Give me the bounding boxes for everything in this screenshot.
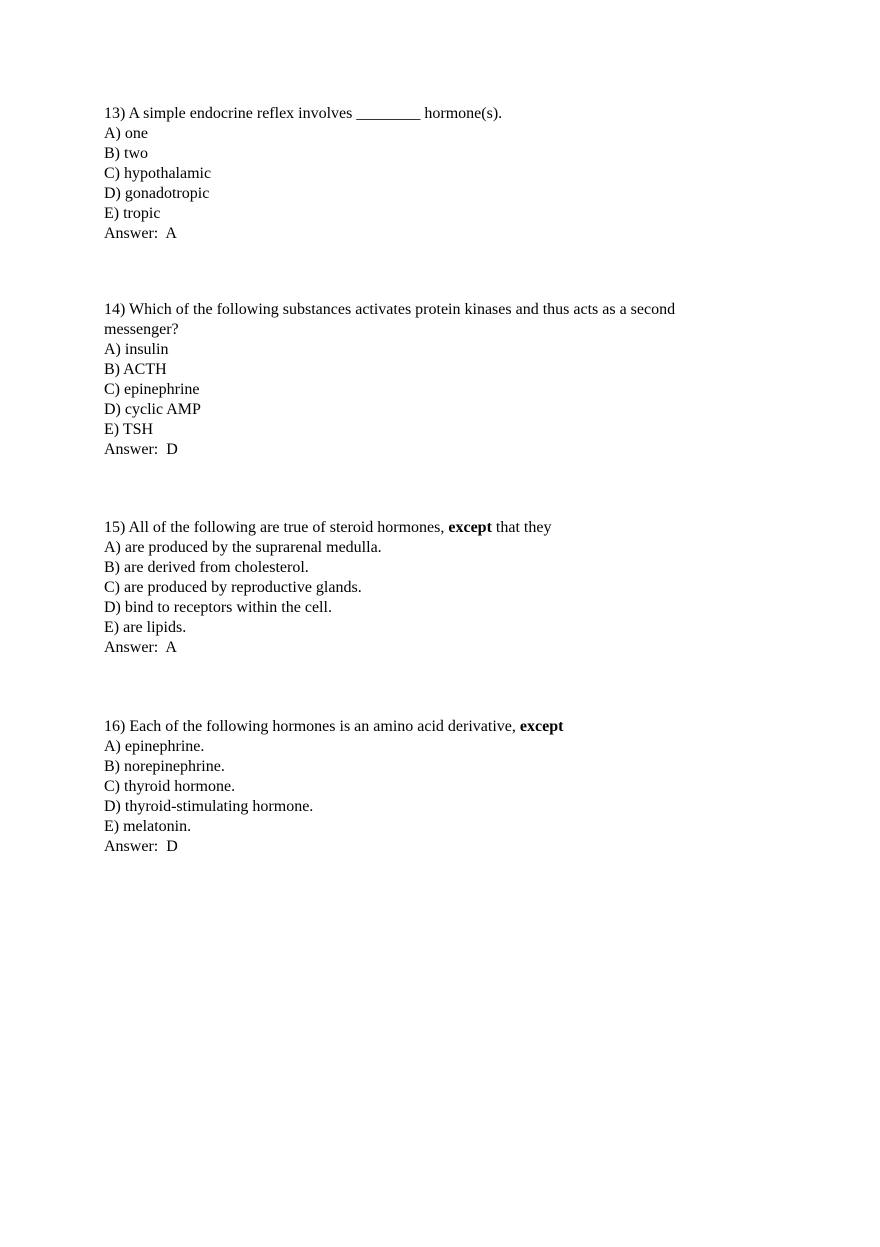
- question-stem: [104, 717, 744, 737]
- option-c: C) thyroid hormone.: [104, 778, 236, 795]
- option-d: D) bind to receptors within the cell.: [104, 599, 332, 616]
- option-c: C) hypothalamic: [104, 165, 212, 182]
- option-c: C) are produced by reproductive glands.: [104, 579, 362, 596]
- option-a: A) are produced by the suprarenal medulla.: [104, 539, 382, 556]
- option-a: A) epinephrine.: [104, 738, 205, 755]
- question-14: [104, 300, 744, 460]
- question-13: [104, 104, 744, 244]
- answer: Answer: D: [104, 441, 178, 458]
- option-b: B) norepinephrine.: [104, 758, 225, 775]
- question-15: [104, 518, 744, 658]
- option-e: E) are lipids.: [104, 619, 187, 636]
- option-d: D) gonadotropic: [104, 185, 210, 202]
- option-d: D) thyroid-stimulating hormone.: [104, 798, 314, 815]
- option-b: B) two: [104, 145, 148, 162]
- stem-text: 15) All of the following are true of steroid hormones,: [104, 519, 449, 536]
- answer: Answer: A: [104, 225, 177, 242]
- stem-text-end: that they: [491, 519, 552, 536]
- question-16: [104, 717, 744, 857]
- option-b: B) are derived from cholesterol.: [104, 559, 309, 576]
- option-a: A) insulin: [104, 341, 169, 358]
- stem-emphasis: except: [448, 519, 492, 536]
- option-e: E) tropic: [104, 205, 161, 222]
- stem-text: 16) Each of the following hormones is an amino acid derivative,: [104, 718, 520, 735]
- option-b: B) ACTH: [104, 361, 167, 378]
- answer: Answer: A: [104, 639, 177, 656]
- question-stem: 14) Which of the following substances activates protein kinases and thus acts as a second messenger?: [104, 301, 680, 338]
- answer: Answer: D: [104, 838, 178, 855]
- stem-emphasis: except: [519, 718, 564, 735]
- option-c: C) epinephrine: [104, 381, 200, 398]
- option-a: A) one: [104, 125, 148, 142]
- option-d: D) cyclic AMP: [104, 401, 201, 418]
- question-stem: 13) A simple endocrine reflex involves ________ hormone(s).: [104, 105, 503, 122]
- question-stem: [104, 518, 744, 538]
- option-e: E) melatonin.: [104, 818, 192, 835]
- option-e: E) TSH: [104, 421, 154, 438]
